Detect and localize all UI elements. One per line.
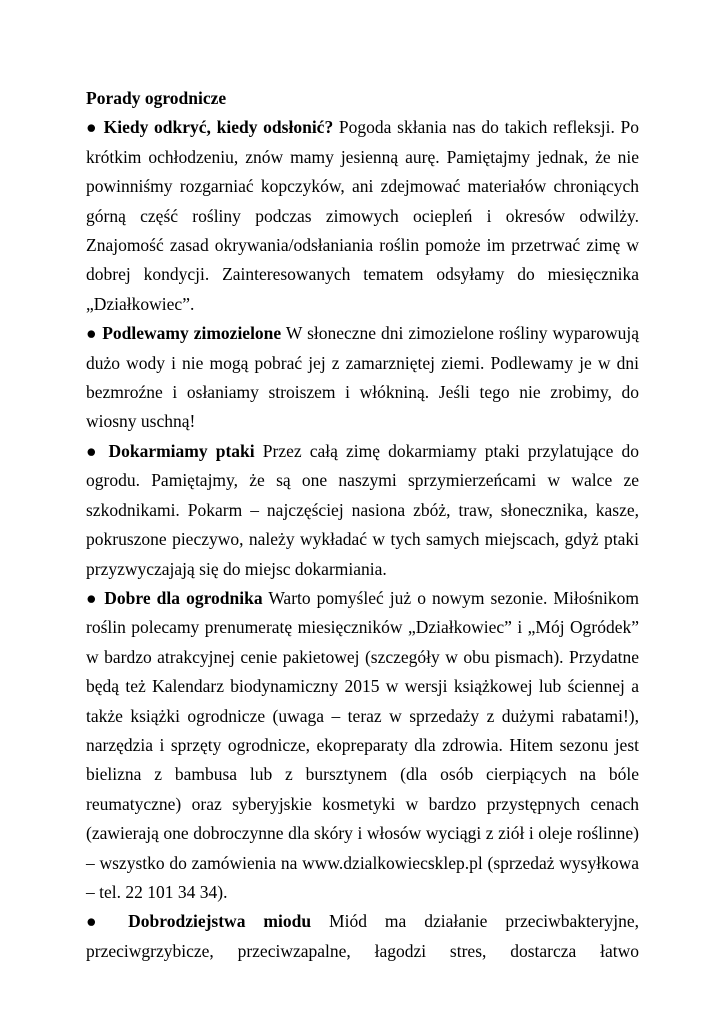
paragraph-dobre-dla-ogrodnika: [86, 584, 639, 907]
paragraph-title-text: Kiedy odkryć, kiedy odsłonić?: [103, 117, 334, 138]
bullet-icon: ●: [86, 323, 98, 344]
bullet-icon: ●: [86, 117, 98, 138]
paragraph-title-text: Dokarmiamy ptaki: [108, 440, 255, 461]
paragraph-title: [86, 588, 263, 608]
paragraph-title: [86, 441, 255, 461]
paragraph-body: Warto pomyśleć już o nowym sezonie. Miłośnikom roślin polecamy prenumeratę miesięczników „Działkowiec” i „Mój Ogródek” w bardzo atrakcyjnej cenie pakietowej (szczegóły w obu pismach). Przydatne będą też Kalendarz biodynamiczny 2015 w wersji książkowej lub ściennej a także książki ogrodnicze (uwaga – teraz w sprzedaży z dużymi rabatami!), narzędzia i sprzęty ogrodnicze, ekopreparaty dla zdrowia. Hitem sezonu jest bielizna z bambusa lub z bursztynem (dla osób cierpiących na bóle reumatyczne) oraz syberyjskie kosmetyki w bardzo przystępnych cenach (zawierają one dobroczynne dla skóry i włosów wyciągi z ziół i oleje roślinne) – wszystko do zamówienia na www.dzialkowiecsklep.pl (sprzedaż wysyłkowa – tel. 22 101 34 34).: [86, 587, 639, 902]
bullet-icon: ●: [86, 911, 111, 932]
paragraph-body: W słoneczne dni zimozielone rośliny wyparowują dużo wody i nie mogą pobrać jej z zamarzniętej ziemi. Podlewamy je w dni bezmroźne i osłaniamy stroiszem i włókniną. Jeśli tego nie zrobimy, do wiosny uschną!: [86, 323, 640, 432]
document-heading: Porady ogrodnicze: [86, 88, 227, 108]
paragraph-dokarmiamy-ptaki: [86, 437, 639, 584]
paragraph-title: [86, 117, 333, 137]
paragraph-podlewamy-zimozielone: [86, 319, 639, 437]
paragraph-title-text: Dobrodziejstwa miodu: [128, 911, 312, 932]
paragraph-title-text: Podlewamy zimozielone: [102, 323, 282, 344]
bullet-icon: ●: [86, 440, 101, 461]
paragraph-title-text: Dobre dla ogrodnika: [104, 587, 263, 608]
paragraph-body: Przez całą zimę dokarmiamy ptaki przylatujące do ogrodu. Pamiętajmy, że są one naszymi sprzymierzeńcami w walce ze szkodnikami. Pokarm – najczęściej nasiona zbóż, traw, słonecznika, kasze, pokruszone pieczywo, należy wykładać w tych samych miejscach, gdyż ptaki przyzwyczajają się do miejsc dokarmiania.: [86, 440, 639, 579]
paragraph-dobrodziejstwa-miodu: [86, 907, 639, 966]
paragraph-body: Pogoda skłania nas do takich refleksji. Po krótkim ochłodzeniu, znów mamy jesienną aurę. Pamiętajmy jednak, że nie powinniśmy rozgarniać kopczyków, ani zdejmować materiałów chroniących górną część rośliny podczas zimowych ociepleń i okresów odwilży. Znajomość zasad okrywania/odsłaniania roślin pomoże im przetrwać zimę w dobrej kondycji. Zainteresowanych tematem odsyłamy do miesięcznika „Działkowiec”.: [86, 117, 640, 314]
document-page: [86, 84, 639, 966]
paragraph-title: [86, 323, 281, 343]
bullet-icon: ●: [86, 587, 99, 608]
paragraph-body: Miód ma działanie przeciwbakteryjne, przeciwgrzybicze, przeciwzapalne, łagodzi stres, dostarcza łatwo: [86, 911, 640, 961]
paragraph-kiedy-odkryc: [86, 113, 639, 319]
paragraph-title: [86, 911, 311, 931]
